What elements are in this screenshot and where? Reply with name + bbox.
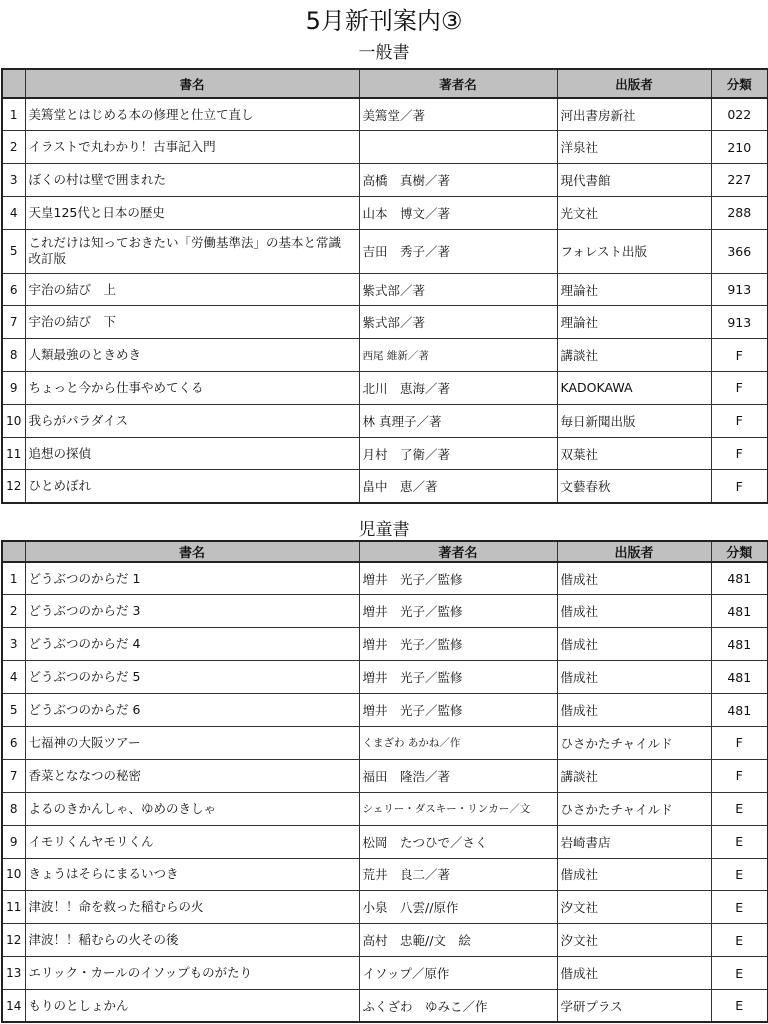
book-classification: 210 bbox=[711, 131, 768, 164]
row-number: 8 bbox=[2, 792, 25, 825]
table-row bbox=[2, 957, 768, 990]
book-author: 小泉 八雲//原作 bbox=[359, 891, 557, 924]
book-author: 福田 隆浩／著 bbox=[359, 759, 557, 792]
table-row bbox=[2, 164, 768, 197]
header-author: 著者名 bbox=[359, 69, 557, 98]
book-author: 増井 光子／監修 bbox=[359, 562, 557, 595]
book-publisher: 文藝春秋 bbox=[557, 470, 711, 503]
row-number: 3 bbox=[2, 164, 25, 197]
row-number: 10 bbox=[2, 404, 25, 437]
row-number: 12 bbox=[2, 470, 25, 503]
book-classification: 481 bbox=[711, 562, 768, 595]
book-publisher: 河出書房新社 bbox=[557, 98, 711, 131]
row-number: 2 bbox=[2, 131, 25, 164]
book-publisher: ひさかたチャイルド bbox=[557, 792, 711, 825]
book-publisher: 偕成社 bbox=[557, 858, 711, 891]
table-row bbox=[2, 437, 768, 470]
book-publisher: 双葉社 bbox=[557, 437, 711, 470]
book-publisher: 偕成社 bbox=[557, 628, 711, 661]
table-row bbox=[2, 306, 768, 339]
row-number: 10 bbox=[2, 858, 25, 891]
book-classification: 913 bbox=[711, 306, 768, 339]
row-number: 9 bbox=[2, 372, 25, 405]
row-number: 11 bbox=[2, 891, 25, 924]
book-publisher: 毎日新聞出版 bbox=[557, 404, 711, 437]
book-author: 美篶堂／著 bbox=[359, 98, 557, 131]
row-number: 1 bbox=[2, 98, 25, 131]
row-number: 1 bbox=[2, 562, 25, 595]
book-publisher: 現代書館 bbox=[557, 164, 711, 197]
book-publisher: 理論社 bbox=[557, 273, 711, 306]
book-title: 津波！！命を救った稲むらの火 bbox=[25, 891, 359, 924]
book-classification: F bbox=[711, 339, 768, 372]
book-publisher: 岩崎書店 bbox=[557, 825, 711, 858]
book-author: 西尾 維新／著 bbox=[359, 339, 557, 372]
row-number: 6 bbox=[2, 726, 25, 759]
row-number: 11 bbox=[2, 437, 25, 470]
book-author: 林 真理子／著 bbox=[359, 404, 557, 437]
book-publisher: 洋泉社 bbox=[557, 131, 711, 164]
table-row bbox=[2, 759, 768, 792]
book-author: ふくざわ ゆみこ／作 bbox=[359, 990, 557, 1023]
section-title-children: 児童書 bbox=[358, 520, 410, 540]
book-title: 宇治の結び 下 bbox=[25, 306, 359, 339]
book-classification: F bbox=[711, 759, 768, 792]
book-title: よるのきかんしゃ、ゆめのきしゃ bbox=[25, 792, 359, 825]
table-row bbox=[2, 196, 768, 229]
book-classification: E bbox=[711, 924, 768, 957]
book-classification: E bbox=[711, 990, 768, 1023]
book-publisher: 講談社 bbox=[557, 339, 711, 372]
row-number: 14 bbox=[2, 990, 25, 1023]
row-number: 6 bbox=[2, 273, 25, 306]
book-title: これだけは知っておきたい「労働基準法」の基本と常識 改訂版 bbox=[25, 229, 359, 273]
section-title-general: 一般書 bbox=[358, 43, 410, 63]
book-publisher: 汐文社 bbox=[557, 891, 711, 924]
book-author: 月村 了衛／著 bbox=[359, 437, 557, 470]
book-author: 増井 光子／監修 bbox=[359, 595, 557, 628]
book-classification: F bbox=[711, 726, 768, 759]
book-author bbox=[359, 131, 557, 164]
book-publisher: ひさかたチャイルド bbox=[557, 726, 711, 759]
book-title: 人類最強のときめき bbox=[25, 339, 359, 372]
header-classification: 分類 bbox=[711, 541, 768, 562]
book-classification: 481 bbox=[711, 595, 768, 628]
table-row bbox=[2, 372, 768, 405]
book-author: 増井 光子／監修 bbox=[359, 694, 557, 727]
book-title: 我らがパラダイス bbox=[25, 404, 359, 437]
book-title: ちょっと今から仕事やめてくる bbox=[25, 372, 359, 405]
book-title: どうぶつのからだ 5 bbox=[25, 661, 359, 694]
book-author: 高村 忠範//文 絵 bbox=[359, 924, 557, 957]
book-title: 天皇125代と日本の歴史 bbox=[25, 196, 359, 229]
book-classification: F bbox=[711, 437, 768, 470]
book-author: シェリー・ダスキー・リンカー／文 bbox=[359, 792, 557, 825]
book-author: 吉田 秀子／著 bbox=[359, 229, 557, 273]
table-row bbox=[2, 694, 768, 727]
book-title: きょうはそらにまるいつき bbox=[25, 858, 359, 891]
header-classification: 分類 bbox=[711, 69, 768, 98]
header-publisher: 出版者 bbox=[557, 69, 711, 98]
book-author: 高橋 真樹／著 bbox=[359, 164, 557, 197]
table-row bbox=[2, 858, 768, 891]
row-number: 4 bbox=[2, 661, 25, 694]
book-title: どうぶつのからだ 1 bbox=[25, 562, 359, 595]
table-row bbox=[2, 825, 768, 858]
book-author: 紫式部／著 bbox=[359, 306, 557, 339]
book-publisher: 偕成社 bbox=[557, 562, 711, 595]
children-books-table bbox=[1, 540, 768, 1023]
row-number: 5 bbox=[2, 229, 25, 273]
book-publisher: フォレスト出版 bbox=[557, 229, 711, 273]
general-books-table bbox=[1, 68, 768, 504]
book-title: 香菜とななつの秘密 bbox=[25, 759, 359, 792]
book-publisher: 偕成社 bbox=[557, 694, 711, 727]
book-classification: F bbox=[711, 470, 768, 503]
book-classification: 366 bbox=[711, 229, 768, 273]
book-classification: F bbox=[711, 372, 768, 405]
book-publisher: 光文社 bbox=[557, 196, 711, 229]
book-classification: E bbox=[711, 957, 768, 990]
book-author: 山本 博文／著 bbox=[359, 196, 557, 229]
header-no bbox=[2, 69, 25, 98]
book-title: イラストで丸わかり！古事記入門 bbox=[25, 131, 359, 164]
book-title: どうぶつのからだ 4 bbox=[25, 628, 359, 661]
book-classification: E bbox=[711, 825, 768, 858]
book-classification: 227 bbox=[711, 164, 768, 197]
row-number: 7 bbox=[2, 306, 25, 339]
row-number: 5 bbox=[2, 694, 25, 727]
table-row bbox=[2, 990, 768, 1023]
table-row bbox=[2, 661, 768, 694]
book-publisher: 汐文社 bbox=[557, 924, 711, 957]
header-no bbox=[2, 541, 25, 562]
table-row bbox=[2, 628, 768, 661]
table-row bbox=[2, 891, 768, 924]
book-publisher: 講談社 bbox=[557, 759, 711, 792]
row-number: 9 bbox=[2, 825, 25, 858]
table-row bbox=[2, 273, 768, 306]
book-publisher: 理論社 bbox=[557, 306, 711, 339]
table-row bbox=[2, 131, 768, 164]
book-author: 増井 光子／監修 bbox=[359, 661, 557, 694]
book-title: ぼくの村は壁で囲まれた bbox=[25, 164, 359, 197]
book-publisher: 学研プラス bbox=[557, 990, 711, 1023]
book-author: 荒井 良二／著 bbox=[359, 858, 557, 891]
book-classification: E bbox=[711, 792, 768, 825]
book-classification: 481 bbox=[711, 661, 768, 694]
book-classification: E bbox=[711, 858, 768, 891]
book-publisher: KADOKAWA bbox=[557, 372, 711, 405]
book-title: 宇治の結び 上 bbox=[25, 273, 359, 306]
row-number: 2 bbox=[2, 595, 25, 628]
book-publisher: 偕成社 bbox=[557, 595, 711, 628]
book-title: エリック・カールのイソップものがたり bbox=[25, 957, 359, 990]
table-row bbox=[2, 792, 768, 825]
book-author: 北川 恵海／著 bbox=[359, 372, 557, 405]
book-classification: E bbox=[711, 891, 768, 924]
book-title: どうぶつのからだ 3 bbox=[25, 595, 359, 628]
table-row bbox=[2, 562, 768, 595]
book-publisher: 偕成社 bbox=[557, 661, 711, 694]
row-number: 13 bbox=[2, 957, 25, 990]
book-classification: F bbox=[711, 404, 768, 437]
book-publisher: 偕成社 bbox=[557, 957, 711, 990]
book-classification: 481 bbox=[711, 628, 768, 661]
book-title: どうぶつのからだ 6 bbox=[25, 694, 359, 727]
page-title: 5月新刊案内③ bbox=[305, 7, 463, 35]
book-classification: 022 bbox=[711, 98, 768, 131]
book-classification: 913 bbox=[711, 273, 768, 306]
book-classification: 481 bbox=[711, 694, 768, 727]
book-title: 七福神の大阪ツアー bbox=[25, 726, 359, 759]
header-publisher: 出版者 bbox=[557, 541, 711, 562]
book-author: 松岡 たつひで／さく bbox=[359, 825, 557, 858]
row-number: 3 bbox=[2, 628, 25, 661]
table-row bbox=[2, 404, 768, 437]
book-classification: 288 bbox=[711, 196, 768, 229]
table-header-row bbox=[2, 541, 768, 562]
table-row bbox=[2, 98, 768, 131]
row-number: 4 bbox=[2, 196, 25, 229]
row-number: 12 bbox=[2, 924, 25, 957]
book-author: 畠中 恵／著 bbox=[359, 470, 557, 503]
header-author: 著者名 bbox=[359, 541, 557, 562]
table-row bbox=[2, 339, 768, 372]
book-author: 紫式部／著 bbox=[359, 273, 557, 306]
header-title: 書名 bbox=[25, 69, 359, 98]
table-row bbox=[2, 924, 768, 957]
row-number: 7 bbox=[2, 759, 25, 792]
table-row bbox=[2, 470, 768, 503]
table-header-row bbox=[2, 69, 768, 98]
book-title: 追想の探偵 bbox=[25, 437, 359, 470]
book-title: もりのとしょかん bbox=[25, 990, 359, 1023]
book-title: イモリくんヤモリくん bbox=[25, 825, 359, 858]
table-row bbox=[2, 229, 768, 273]
table-row bbox=[2, 726, 768, 759]
book-title: 美篶堂とはじめる本の修理と仕立て直し bbox=[25, 98, 359, 131]
book-title: 津波！！稲むらの火その後 bbox=[25, 924, 359, 957]
book-author: イソップ／原作 bbox=[359, 957, 557, 990]
book-author: 増井 光子／監修 bbox=[359, 628, 557, 661]
book-title: ひとめぼれ bbox=[25, 470, 359, 503]
header-title: 書名 bbox=[25, 541, 359, 562]
row-number: 8 bbox=[2, 339, 25, 372]
table-row bbox=[2, 595, 768, 628]
book-author: くまざわ あかね／作 bbox=[359, 726, 557, 759]
